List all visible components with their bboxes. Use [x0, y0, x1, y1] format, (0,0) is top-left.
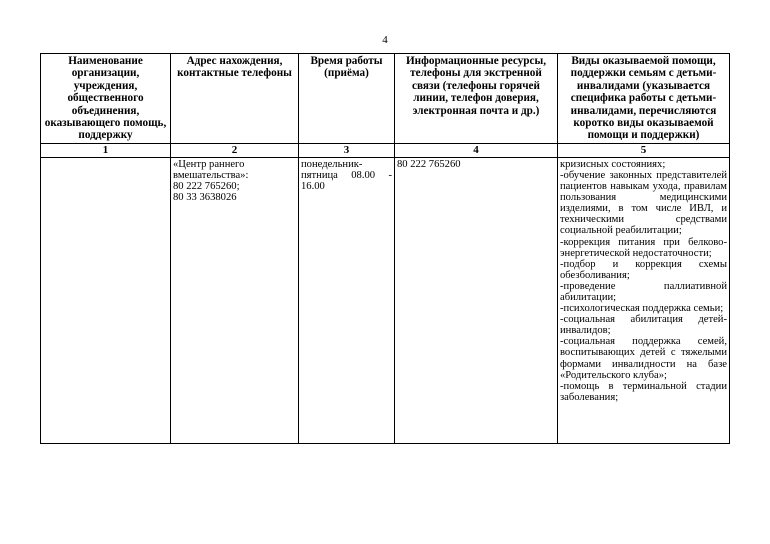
hours-cell: понедельник-пятница 08.00 - 16.00: [299, 157, 395, 443]
list-item: -проведение паллиативной абилитации;: [560, 280, 727, 303]
column-number: 2: [171, 143, 299, 157]
list-item: -подбор и коррекция схемы обезболивания;: [560, 258, 727, 281]
column-number: 4: [395, 143, 558, 157]
column-number: 5: [558, 143, 730, 157]
address-cell: «Центр раннего вмешательства»: 80 222 765260; 80 33 3638026: [171, 157, 299, 443]
header-contacts: Информационные ресурсы, телефоны для экстренной связи (телефоны горячей линии, телефон доверия, электронная почта и др.): [395, 54, 558, 144]
header-services: Виды оказываемой помощи, поддержки семьям с детьми-инвалидами (указывается специфика работы с детьми-инвалидами, перечисляются коротко виды оказываемой помощи и поддержки): [558, 54, 730, 144]
header-hours: Время работы (приёма): [299, 54, 395, 144]
support-organizations-table: [40, 53, 730, 444]
list-item: кризисных состояниях;: [560, 158, 666, 170]
organization-cell: [41, 157, 171, 443]
column-number-row: [41, 143, 730, 157]
services-cell: [558, 157, 730, 443]
table-row: [41, 157, 730, 443]
list-item: -коррекция питания при белково-энергетической недостаточности;: [560, 236, 727, 259]
services-list: [560, 159, 727, 403]
list-item: -социальная поддержка семей, воспитывающих детей с тяжелыми формами инвалидности на базе «Родительского клуба»;: [560, 336, 727, 381]
contacts-cell: 80 222 765260: [395, 157, 558, 443]
column-number: 3: [299, 143, 395, 157]
header-address: Адрес нахождения, контактные телефоны: [171, 54, 299, 144]
column-number: 1: [41, 143, 171, 157]
list-item: -обучение законных представителей пациентов навыкам ухода, правилам пользования медицинскими изделиями, в том числе ИВЛ, и техническими средствами социальной реабилитации;: [560, 169, 727, 237]
header-organization: Наименование организации, учреждения, общественного объединения, оказывающего помощь, поддержку: [41, 54, 171, 144]
page-number: 4: [382, 34, 388, 46]
header-row: [41, 54, 730, 144]
list-item: -психологическая поддержка семьи;: [560, 303, 724, 315]
list-item: -социальная абилитация детей-инвалидов;: [560, 314, 727, 337]
list-item: -помощь в терминальной стадии заболевания;: [560, 380, 727, 403]
